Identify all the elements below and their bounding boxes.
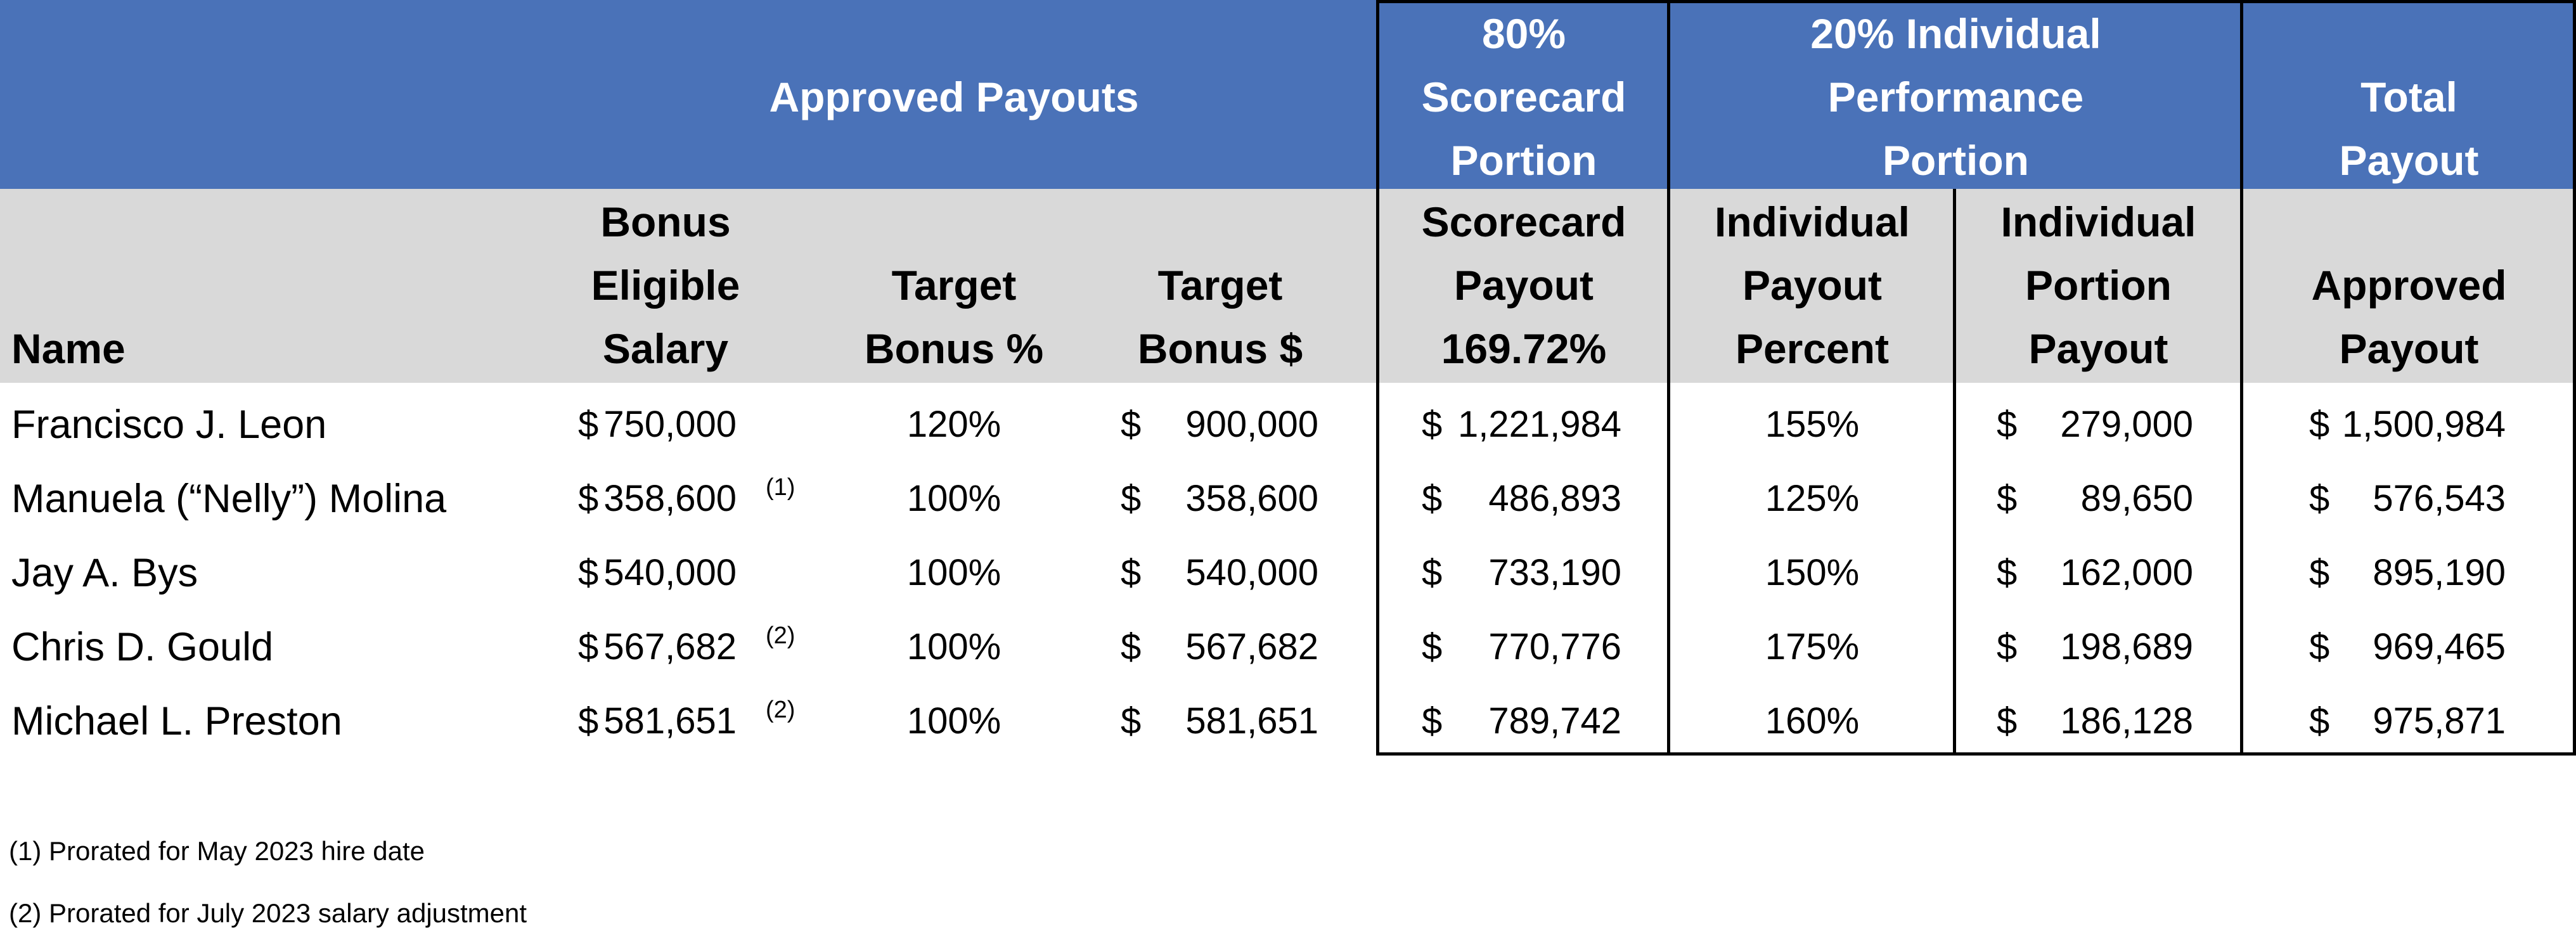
currency-symbol: $ — [1121, 700, 1142, 742]
target-amt-cell: 900,000 — [1185, 404, 1318, 445]
currency-symbol: $ — [1997, 404, 2018, 445]
border-right-total — [2573, 0, 2576, 756]
name-cell: Chris D. Gould — [11, 625, 274, 669]
currency-symbol: $ — [2309, 478, 2330, 519]
ind-payout-cell: 279,000 — [2060, 404, 2193, 445]
target-amt-cell: 581,651 — [1185, 700, 1318, 742]
approved-cell: 975,871 — [2373, 700, 2506, 742]
scorecard-cell: 789,742 — [1488, 700, 1621, 742]
target-pct-cell: 100% — [906, 552, 1001, 593]
ind-pct-cell: 155% — [1765, 404, 1860, 445]
salary-cell: 567,682 — [603, 626, 737, 667]
scorecard-cell: 770,776 — [1488, 626, 1621, 667]
approved-cell: 895,190 — [2373, 552, 2506, 593]
scorecard-cell: 1,221,984 — [1457, 404, 1621, 445]
currency-symbol: $ — [578, 700, 599, 742]
ind-pct-cell: 175% — [1765, 626, 1860, 667]
salary-cell: 358,600 — [603, 478, 737, 519]
scorecard-cell: 733,190 — [1488, 552, 1621, 593]
ind-payout-cell: 89,650 — [2080, 478, 2193, 519]
footnote-ref: (2) — [766, 697, 795, 723]
salary-cell: 540,000 — [603, 552, 737, 593]
name-cell: Michael L. Preston — [11, 699, 342, 743]
name-cell: Jay A. Bys — [11, 551, 198, 595]
currency-symbol: $ — [1997, 478, 2018, 519]
target-amt-cell: 567,682 — [1185, 626, 1318, 667]
target-pct-cell: 100% — [906, 478, 1001, 519]
border-left-individual — [1667, 0, 1670, 756]
currency-symbol: $ — [2309, 626, 2330, 667]
currency-symbol: $ — [1422, 404, 1443, 445]
currency-symbol: $ — [1121, 552, 1142, 593]
currency-symbol: $ — [2309, 404, 2330, 445]
border-mid-individual — [1953, 189, 1956, 756]
salary-cell: 581,651 — [603, 700, 737, 742]
name-cell: Francisco J. Leon — [11, 402, 327, 447]
group-approved-payouts: Approved Payouts — [769, 74, 1139, 120]
currency-symbol: $ — [1997, 552, 2018, 593]
target-pct-cell: 120% — [906, 404, 1001, 445]
ind-pct-cell: 125% — [1765, 478, 1860, 519]
target-pct-cell: 100% — [906, 626, 1001, 667]
currency-symbol: $ — [1121, 404, 1142, 445]
currency-symbol: $ — [2309, 552, 2330, 593]
currency-symbol: $ — [578, 626, 599, 667]
col-name-header: Name — [11, 325, 126, 372]
ind-pct-cell: 150% — [1765, 552, 1860, 593]
border-left-total — [2240, 0, 2243, 756]
target-amt-cell: 540,000 — [1185, 552, 1318, 593]
target-amt-cell: 358,600 — [1185, 478, 1318, 519]
currency-symbol: $ — [1422, 478, 1443, 519]
currency-symbol: $ — [1422, 626, 1443, 667]
footnote-1: (1) Prorated for May 2023 hire date — [9, 836, 425, 866]
ind-payout-cell: 162,000 — [2060, 552, 2193, 593]
ind-payout-cell: 198,689 — [2060, 626, 2193, 667]
currency-symbol: $ — [1997, 626, 2018, 667]
scorecard-cell: 486,893 — [1488, 478, 1621, 519]
footnote-ref: (1) — [766, 474, 795, 501]
currency-symbol: $ — [578, 478, 599, 519]
approved-cell: 969,465 — [2373, 626, 2506, 667]
border-left-scorecard — [1376, 0, 1379, 756]
border-bottom — [1376, 752, 2576, 756]
approved-cell: 1,500,984 — [2341, 404, 2506, 445]
footnote-ref: (2) — [766, 622, 795, 649]
currency-symbol: $ — [2309, 700, 2330, 742]
border-top — [1376, 0, 2576, 3]
currency-symbol: $ — [1121, 478, 1142, 519]
approved-cell: 576,543 — [2373, 478, 2506, 519]
ind-payout-cell: 186,128 — [2060, 700, 2193, 742]
target-pct-cell: 100% — [906, 700, 1001, 742]
currency-symbol: $ — [1422, 552, 1443, 593]
currency-symbol: $ — [1997, 700, 2018, 742]
ind-pct-cell: 160% — [1765, 700, 1860, 742]
currency-symbol: $ — [578, 552, 599, 593]
currency-symbol: $ — [578, 404, 599, 445]
salary-cell: 750,000 — [603, 404, 737, 445]
name-cell: Manuela (“Nelly”) Molina — [11, 477, 447, 521]
footnote-2: (2) Prorated for July 2023 salary adjustment — [9, 898, 527, 928]
currency-symbol: $ — [1121, 626, 1142, 667]
currency-symbol: $ — [1422, 700, 1443, 742]
